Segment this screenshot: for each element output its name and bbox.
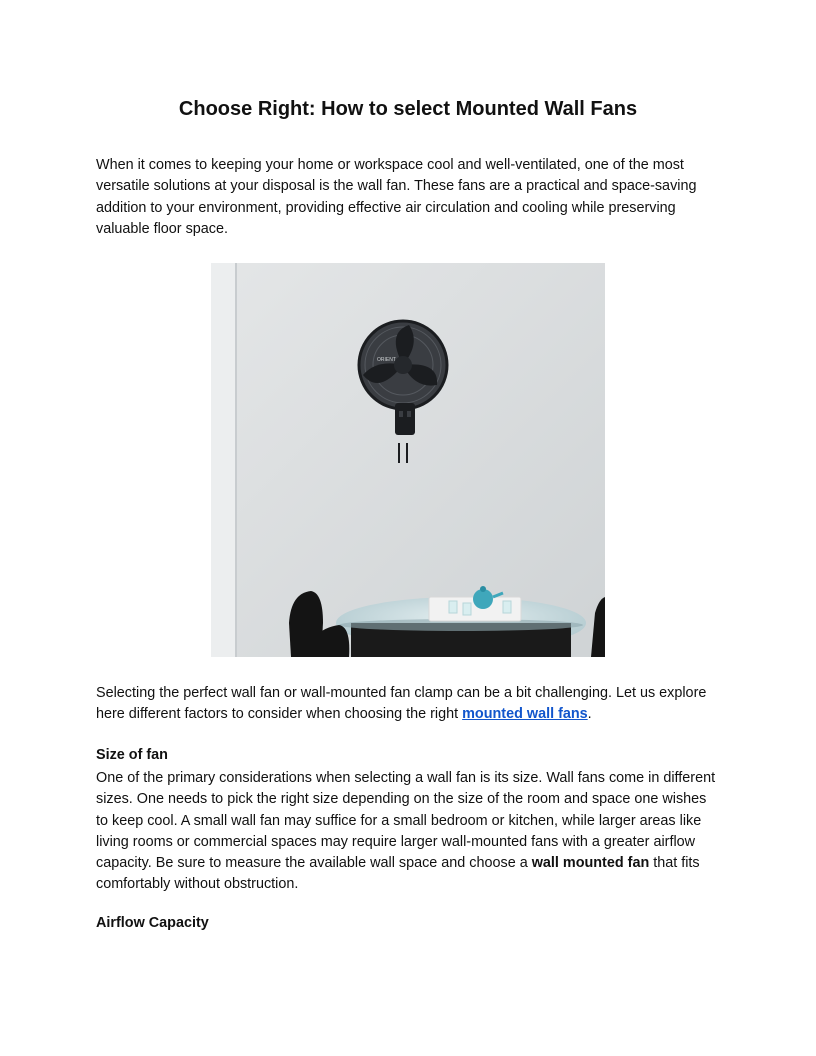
selecting-text-end: .	[587, 706, 592, 723]
size-of-fan-paragraph	[96, 768, 722, 896]
selecting-paragraph	[96, 683, 722, 726]
size-of-fan-heading: Size of fan	[96, 747, 168, 763]
intro-paragraph: When it comes to keeping your home or workspace cool and well-ventilated, one of the most versatile solutions at your disposal is the wall fan. These fans are a practical and space-saving addition to your environment, providing effective air circulation and cooling while preserving valuable floor space.	[96, 157, 697, 237]
selecting-text: Selecting the perfect wall fan or wall-mounted fan clamp can be a bit challenging. Let us explore here different factors to consider when choosing the right	[96, 685, 707, 723]
airflow-capacity-heading: Airflow Capacity	[96, 915, 209, 931]
mounted-wall-fans-link[interactable]: mounted wall fans	[462, 706, 588, 723]
size-text-end: that fits comfortably without obstruction.	[96, 855, 700, 893]
document-title: Choose Right: How to select Mounted Wall Fans	[178, 98, 638, 120]
fan-brand-label: ORIENT	[377, 357, 396, 363]
size-text: One of the primary considerations when selecting a wall fan is its size. Wall fans come in different sizes. One needs to pick the right size depending on the size of the room and space one wishes to keep cool. A small wall fan may suffice for a small bedroom or kitchen, while larger areas like living rooms or commercial spaces may require larger wall-mounted fans with a greater airflow capacity. Be sure to measure the available wall space and choose a	[96, 770, 716, 872]
wall-mounted-fan-bold: wall mounted fan	[531, 855, 650, 872]
wall-fan-photo	[211, 263, 605, 657]
